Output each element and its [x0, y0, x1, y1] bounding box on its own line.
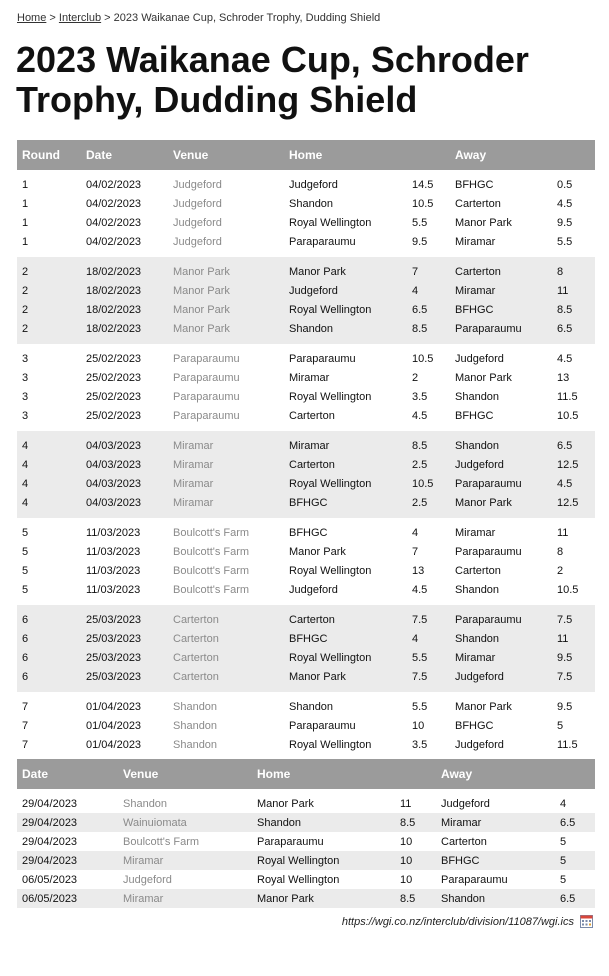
home-score-cell: 6.5 — [412, 303, 428, 316]
calendar-icon[interactable] — [580, 915, 593, 928]
round-cell: 7 — [22, 757, 29, 770]
round-cell: 4 — [22, 477, 29, 490]
away-score-cell: 5 — [560, 835, 567, 848]
away-score-cell: 9.5 — [557, 651, 573, 664]
home-team-cell: Judgeford — [289, 583, 338, 596]
home-team-cell: BFHGC — [289, 632, 328, 645]
home-score-cell: 10 — [400, 854, 413, 867]
table-row — [17, 213, 595, 232]
table-row — [17, 580, 595, 599]
away-score-cell: 9.5 — [557, 700, 573, 713]
date-cell: 04/03/2023 — [86, 439, 142, 452]
round-cell: 3 — [22, 409, 29, 422]
table-row — [17, 455, 595, 474]
venue-cell: Manor Park — [173, 265, 230, 278]
round-cell: 3 — [22, 390, 29, 403]
away-team-cell: Paraparaumu — [441, 873, 508, 886]
venue-cell: Miramar — [173, 458, 214, 471]
round-cell: 6 — [22, 632, 29, 645]
away-team-cell: Paraparaumu — [455, 613, 522, 626]
table-row — [17, 667, 595, 686]
round-cell: 5 — [22, 526, 29, 539]
round-group — [17, 605, 595, 692]
date-cell: 25/03/2023 — [86, 613, 142, 626]
home-team-cell: Manor Park — [257, 797, 314, 810]
date-cell: 11/03/2023 — [86, 526, 141, 539]
date-cell: 04/02/2023 — [86, 178, 142, 191]
away-score-cell: 5 — [560, 854, 567, 867]
page-title: 2023 Waikanae Cup, Schroder Trophy, Dudding Shield — [16, 39, 529, 120]
date-cell: 25/03/2023 — [86, 651, 142, 664]
away-score-cell: 4 — [560, 797, 567, 810]
away-team-cell: Judgeford — [455, 670, 504, 683]
away-team-cell: Shandon — [455, 439, 500, 452]
away-score-cell: 11 — [557, 526, 569, 539]
other-matches-table — [17, 759, 595, 908]
date-cell: 04/03/2023 — [86, 458, 142, 471]
away-team-cell: BFHGC — [441, 854, 480, 867]
venue-cell: Carterton — [173, 670, 219, 683]
away-team-cell: Carterton — [441, 835, 487, 848]
breadcrumb — [17, 12, 380, 24]
table-header-row — [17, 759, 595, 789]
home-score-cell: 3.5 — [412, 390, 428, 403]
away-team-cell: Judgeford — [441, 797, 490, 810]
round-group — [17, 344, 595, 431]
away-score-cell: 12.5 — [557, 458, 579, 471]
home-score-cell: 7 — [412, 265, 419, 278]
home-score-cell: 10.5 — [412, 197, 434, 210]
home-score-cell: 5.5 — [412, 216, 428, 229]
away-team-cell: Miramar — [455, 235, 496, 248]
home-score-cell: 5.5 — [412, 700, 428, 713]
home-score-cell: 2.5 — [412, 458, 428, 471]
table-row — [17, 889, 595, 908]
breadcrumb-separator: > — [49, 12, 56, 24]
venue-cell: Carterton — [173, 632, 219, 645]
away-score-cell: 6.5 — [557, 439, 573, 452]
away-team-cell: Paraparaumu — [455, 322, 522, 335]
date-cell: 01/04/2023 — [86, 719, 142, 732]
home-score-cell: 5.5 — [412, 651, 428, 664]
table-row — [17, 542, 595, 561]
table-row — [17, 474, 595, 493]
table-row — [17, 794, 595, 813]
table-row — [17, 406, 595, 425]
table-row — [17, 870, 595, 889]
away-team-cell: BFHGC — [455, 178, 494, 191]
table-row — [17, 493, 595, 512]
round-cell: 5 — [22, 545, 29, 558]
away-score-cell: 4.5 — [557, 197, 573, 210]
venue-cell: Manor Park — [173, 303, 230, 316]
round-cell: 6 — [22, 651, 29, 664]
home-team-cell: Manor Park — [289, 265, 346, 278]
home-score-cell: 7 — [412, 545, 419, 558]
home-team-cell: Shandon — [289, 197, 334, 210]
home-team-cell: Royal Wellington — [289, 564, 372, 577]
round-cell: 1 — [22, 178, 29, 191]
away-score-cell: 7.5 — [557, 613, 573, 626]
home-team-cell: Paraparaumu — [289, 352, 356, 365]
home-team-cell: Royal Wellington — [257, 873, 340, 886]
away-team-cell: BFHGC — [455, 303, 494, 316]
home-team-cell: Paraparaumu — [289, 235, 356, 248]
table-row — [17, 387, 595, 406]
venue-cell: Shandon — [173, 757, 218, 770]
home-score-cell: 10.5 — [412, 352, 434, 365]
home-score-cell: 4.5 — [412, 409, 428, 422]
home-score-cell: 8.5 — [400, 892, 416, 905]
away-team-cell: Shandon — [441, 892, 486, 905]
date-cell: 01/04/2023 — [86, 700, 142, 713]
home-score-cell: 8.5 — [412, 322, 428, 335]
header-home-score — [395, 759, 436, 789]
away-score-cell: 13 — [557, 371, 570, 384]
round-group — [17, 431, 595, 518]
venue-cell: Wainuiomata — [123, 816, 187, 829]
home-score-cell: 10.5 — [412, 477, 434, 490]
round-group — [17, 257, 595, 344]
home-team-cell: Paraparaumu — [289, 719, 356, 732]
round-cell: 1 — [22, 216, 29, 229]
header-home-score — [407, 140, 450, 170]
home-team-cell: BFHGC — [289, 496, 328, 509]
venue-cell: Shandon — [123, 797, 168, 810]
table-row — [17, 735, 595, 754]
venue-cell: Boulcott's Farm — [123, 835, 200, 848]
home-team-cell: Miramar — [289, 757, 330, 770]
away-score-cell: 2 — [557, 564, 564, 577]
away-team-cell: Miramar — [441, 816, 482, 829]
date-cell: 04/02/2023 — [86, 216, 142, 229]
breadcrumb-home-link[interactable]: Home — [17, 12, 47, 24]
venue-cell: Carterton — [173, 613, 219, 626]
table-row — [17, 175, 595, 194]
away-score-cell: 11 — [557, 632, 569, 645]
header-away: Away — [441, 767, 473, 781]
away-score-cell: 12.5 — [557, 496, 579, 509]
rounds-table — [17, 140, 595, 779]
away-team-cell: Paraparaumu — [455, 545, 522, 558]
table-row — [17, 232, 595, 251]
round-cell: 2 — [22, 265, 29, 278]
date-cell: 04/02/2023 — [86, 235, 142, 248]
venue-cell: Shandon — [173, 700, 218, 713]
round-cell: 4 — [22, 496, 29, 509]
date-cell: 29/04/2023 — [22, 835, 78, 848]
away-team-cell: Carterton — [455, 265, 501, 278]
home-team-cell: Royal Wellington — [289, 651, 372, 664]
home-team-cell: Manor Park — [289, 670, 346, 683]
table-row — [17, 262, 595, 281]
home-team-cell: Paraparaumu — [257, 835, 324, 848]
away-score-cell: 10.5 — [557, 583, 579, 596]
header-home: Home — [257, 767, 291, 781]
venue-cell: Paraparaumu — [173, 390, 240, 403]
table-header-row — [17, 140, 595, 170]
away-team-cell: Judgeford — [455, 458, 504, 471]
table-row — [17, 300, 595, 319]
breadcrumb-current: 2023 Waikanae Cup, Schroder Trophy, Dudding Shield — [113, 12, 381, 24]
date-cell: 25/03/2023 — [86, 670, 142, 683]
round-cell: 2 — [22, 322, 29, 335]
away-team-cell: Judgeford — [455, 352, 504, 365]
date-cell: 18/02/2023 — [86, 303, 142, 316]
venue-cell: Paraparaumu — [173, 371, 240, 384]
home-score-cell: 2.5 — [412, 496, 428, 509]
round-cell: 5 — [22, 564, 29, 577]
away-team-cell: Carterton — [455, 197, 501, 210]
date-cell: 25/02/2023 — [86, 409, 142, 422]
home-team-cell: Carterton — [289, 458, 335, 471]
away-team-cell: Manor Park — [455, 700, 512, 713]
away-team-cell: Shandon — [455, 632, 500, 645]
venue-cell: Shandon — [173, 738, 218, 751]
table-row — [17, 813, 595, 832]
away-team-cell: Paraparaumu — [455, 477, 522, 490]
round-group — [17, 170, 595, 257]
home-score-cell: 10 — [400, 873, 413, 886]
table-row — [17, 832, 595, 851]
venue-cell: Paraparaumu — [173, 409, 240, 422]
date-cell: 18/02/2023 — [86, 265, 142, 278]
header-venue: Venue — [173, 148, 209, 162]
round-cell: 1 — [22, 197, 29, 210]
away-score-cell: 6.5 — [557, 322, 573, 335]
away-score-cell: 7.5 — [557, 670, 573, 683]
away-score-cell: 4.5 — [557, 477, 573, 490]
round-cell: 7 — [22, 700, 29, 713]
date-cell: 18/02/2023 — [86, 284, 142, 297]
away-team-cell: BFHGC — [455, 719, 494, 732]
venue-cell: Miramar — [173, 477, 214, 490]
away-team-cell: BFHGC — [455, 409, 494, 422]
venue-cell: Boulcott's Farm — [173, 583, 250, 596]
header-away: Away — [455, 148, 487, 162]
round-cell: 2 — [22, 284, 29, 297]
home-team-cell: Royal Wellington — [289, 216, 372, 229]
venue-cell: Judgeford — [123, 873, 172, 886]
home-score-cell: 4.5 — [412, 583, 428, 596]
away-score-cell: 10.5 — [557, 409, 579, 422]
away-score-cell: 11 — [557, 284, 569, 297]
away-team-cell: Carterton — [455, 757, 501, 770]
footer — [342, 915, 593, 928]
table-row — [17, 697, 595, 716]
home-team-cell: BFHGC — [289, 526, 328, 539]
away-score-cell: 5 — [560, 873, 567, 886]
home-score-cell: 7.5 — [412, 613, 428, 626]
table-row — [17, 851, 595, 870]
round-cell: 3 — [22, 352, 29, 365]
breadcrumb-separator: > — [104, 12, 111, 24]
away-score-cell: 9.5 — [557, 216, 573, 229]
venue-cell: Boulcott's Farm — [173, 526, 250, 539]
home-score-cell: 14 — [412, 757, 425, 770]
away-score-cell: 1 — [557, 757, 564, 770]
header-round: Round — [22, 148, 60, 162]
home-team-cell: Miramar — [289, 439, 330, 452]
home-score-cell: 2 — [412, 371, 419, 384]
header-away-score — [555, 759, 595, 789]
table-row — [17, 436, 595, 455]
home-score-cell: 4 — [412, 632, 419, 645]
away-score-cell: 8 — [557, 545, 564, 558]
away-team-cell: Miramar — [455, 526, 496, 539]
away-score-cell: 6.5 — [560, 816, 576, 829]
venue-cell: Miramar — [123, 854, 164, 867]
date-cell: 04/03/2023 — [86, 477, 142, 490]
home-team-cell: Judgeford — [289, 178, 338, 191]
table-row — [17, 561, 595, 580]
table-row — [17, 281, 595, 300]
home-team-cell: Carterton — [289, 613, 335, 626]
away-score-cell: 6.5 — [560, 892, 576, 905]
away-team-cell: Shandon — [455, 390, 500, 403]
home-team-cell: Shandon — [257, 816, 302, 829]
away-team-cell: Manor Park — [455, 371, 512, 384]
away-score-cell: 11.5 — [557, 390, 578, 403]
round-cell: 3 — [22, 371, 29, 384]
away-team-cell: Carterton — [455, 564, 501, 577]
away-score-cell: 8.5 — [557, 303, 573, 316]
away-team-cell: Manor Park — [455, 496, 512, 509]
table-row — [17, 648, 595, 667]
home-team-cell: Royal Wellington — [289, 738, 372, 751]
date-cell: 01/04/2023 — [86, 757, 142, 770]
date-cell: 01/04/2023 — [86, 738, 142, 751]
table-row — [17, 629, 595, 648]
home-team-cell: Royal Wellington — [289, 390, 372, 403]
breadcrumb-interclub-link[interactable]: Interclub — [58, 12, 102, 24]
table-row — [17, 319, 595, 338]
venue-cell: Paraparaumu — [173, 352, 240, 365]
round-cell: 6 — [22, 613, 29, 626]
header-away-score — [552, 140, 595, 170]
home-score-cell: 4 — [412, 284, 419, 297]
away-score-cell: 5.5 — [557, 235, 573, 248]
table-row — [17, 349, 595, 368]
round-cell: 7 — [22, 719, 29, 732]
home-score-cell: 13 — [412, 564, 425, 577]
date-cell: 25/03/2023 — [86, 632, 142, 645]
date-cell: 29/04/2023 — [22, 816, 78, 829]
date-cell: 25/02/2023 — [86, 371, 142, 384]
header-venue: Venue — [123, 767, 159, 781]
ics-url[interactable]: https://wgi.co.nz/interclub/division/11087/wgi.ics — [341, 915, 574, 928]
header-date: Date — [22, 767, 49, 781]
away-team-cell: Miramar — [455, 651, 496, 664]
header-date: Date — [86, 148, 113, 162]
home-team-cell: Royal Wellington — [289, 477, 372, 490]
away-team-cell: Judgeford — [455, 738, 504, 751]
away-score-cell: 8 — [557, 265, 564, 278]
date-cell: 04/02/2023 — [86, 197, 142, 210]
round-cell: 6 — [22, 670, 29, 683]
home-score-cell: 11 — [400, 797, 412, 810]
home-score-cell: 8.5 — [412, 439, 428, 452]
home-score-cell: 3.5 — [412, 738, 428, 751]
round-cell: 2 — [22, 303, 29, 316]
round-group — [17, 518, 595, 605]
home-team-cell: Manor Park — [289, 545, 346, 558]
date-cell: 11/03/2023 — [86, 545, 141, 558]
venue-cell: Miramar — [123, 892, 164, 905]
date-cell: 06/05/2023 — [22, 892, 78, 905]
home-team-cell: Manor Park — [257, 892, 314, 905]
table-row — [17, 194, 595, 213]
home-team-cell: Shandon — [289, 700, 334, 713]
away-score-cell: 5 — [557, 719, 564, 732]
venue-cell: Boulcott's Farm — [173, 545, 250, 558]
venue-cell: Judgeford — [173, 216, 222, 229]
home-team-cell: Shandon — [289, 322, 334, 335]
venue-cell: Miramar — [173, 439, 214, 452]
home-score-cell: 8.5 — [400, 816, 416, 829]
venue-cell: Judgeford — [173, 235, 222, 248]
date-cell: 18/02/2023 — [86, 322, 142, 335]
round-cell: 5 — [22, 583, 29, 596]
date-cell: 06/05/2023 — [22, 873, 78, 886]
home-score-cell: 10 — [412, 719, 425, 732]
date-cell: 11/03/2023 — [86, 583, 141, 596]
away-score-cell: 11.5 — [557, 738, 578, 751]
home-score-cell: 14.5 — [412, 178, 434, 191]
header-home: Home — [289, 148, 323, 162]
away-team-cell: Shandon — [455, 583, 500, 596]
home-team-cell: Carterton — [289, 409, 335, 422]
away-team-cell: Miramar — [455, 284, 496, 297]
venue-cell: Miramar — [173, 496, 214, 509]
venue-cell: Boulcott's Farm — [173, 564, 250, 577]
home-team-cell: Royal Wellington — [289, 303, 372, 316]
table-row — [17, 716, 595, 735]
table-row — [17, 523, 595, 542]
home-team-cell: Miramar — [289, 371, 330, 384]
date-cell: 11/03/2023 — [86, 564, 141, 577]
home-score-cell: 4 — [412, 526, 419, 539]
venue-cell: Judgeford — [173, 178, 222, 191]
venue-cell: Manor Park — [173, 322, 230, 335]
table-row — [17, 610, 595, 629]
home-score-cell: 10 — [400, 835, 413, 848]
home-team-cell: Judgeford — [289, 284, 338, 297]
date-cell: 04/03/2023 — [86, 496, 142, 509]
round-cell: 4 — [22, 439, 29, 452]
date-cell: 25/02/2023 — [86, 352, 142, 365]
away-score-cell: 0.5 — [557, 178, 573, 191]
date-cell: 29/04/2023 — [22, 854, 78, 867]
home-score-cell: 7.5 — [412, 670, 428, 683]
round-cell: 1 — [22, 235, 29, 248]
round-cell: 4 — [22, 458, 29, 471]
venue-cell: Judgeford — [173, 197, 222, 210]
away-score-cell: 4.5 — [557, 352, 573, 365]
venue-cell: Carterton — [173, 651, 219, 664]
date-cell: 25/02/2023 — [86, 390, 142, 403]
venue-cell: Shandon — [173, 719, 218, 732]
date-cell: 29/04/2023 — [22, 797, 78, 810]
venue-cell: Manor Park — [173, 284, 230, 297]
table-row — [17, 368, 595, 387]
round-cell: 7 — [22, 738, 29, 751]
home-team-cell: Royal Wellington — [257, 854, 340, 867]
away-team-cell: Manor Park — [455, 216, 512, 229]
home-score-cell: 9.5 — [412, 235, 428, 248]
